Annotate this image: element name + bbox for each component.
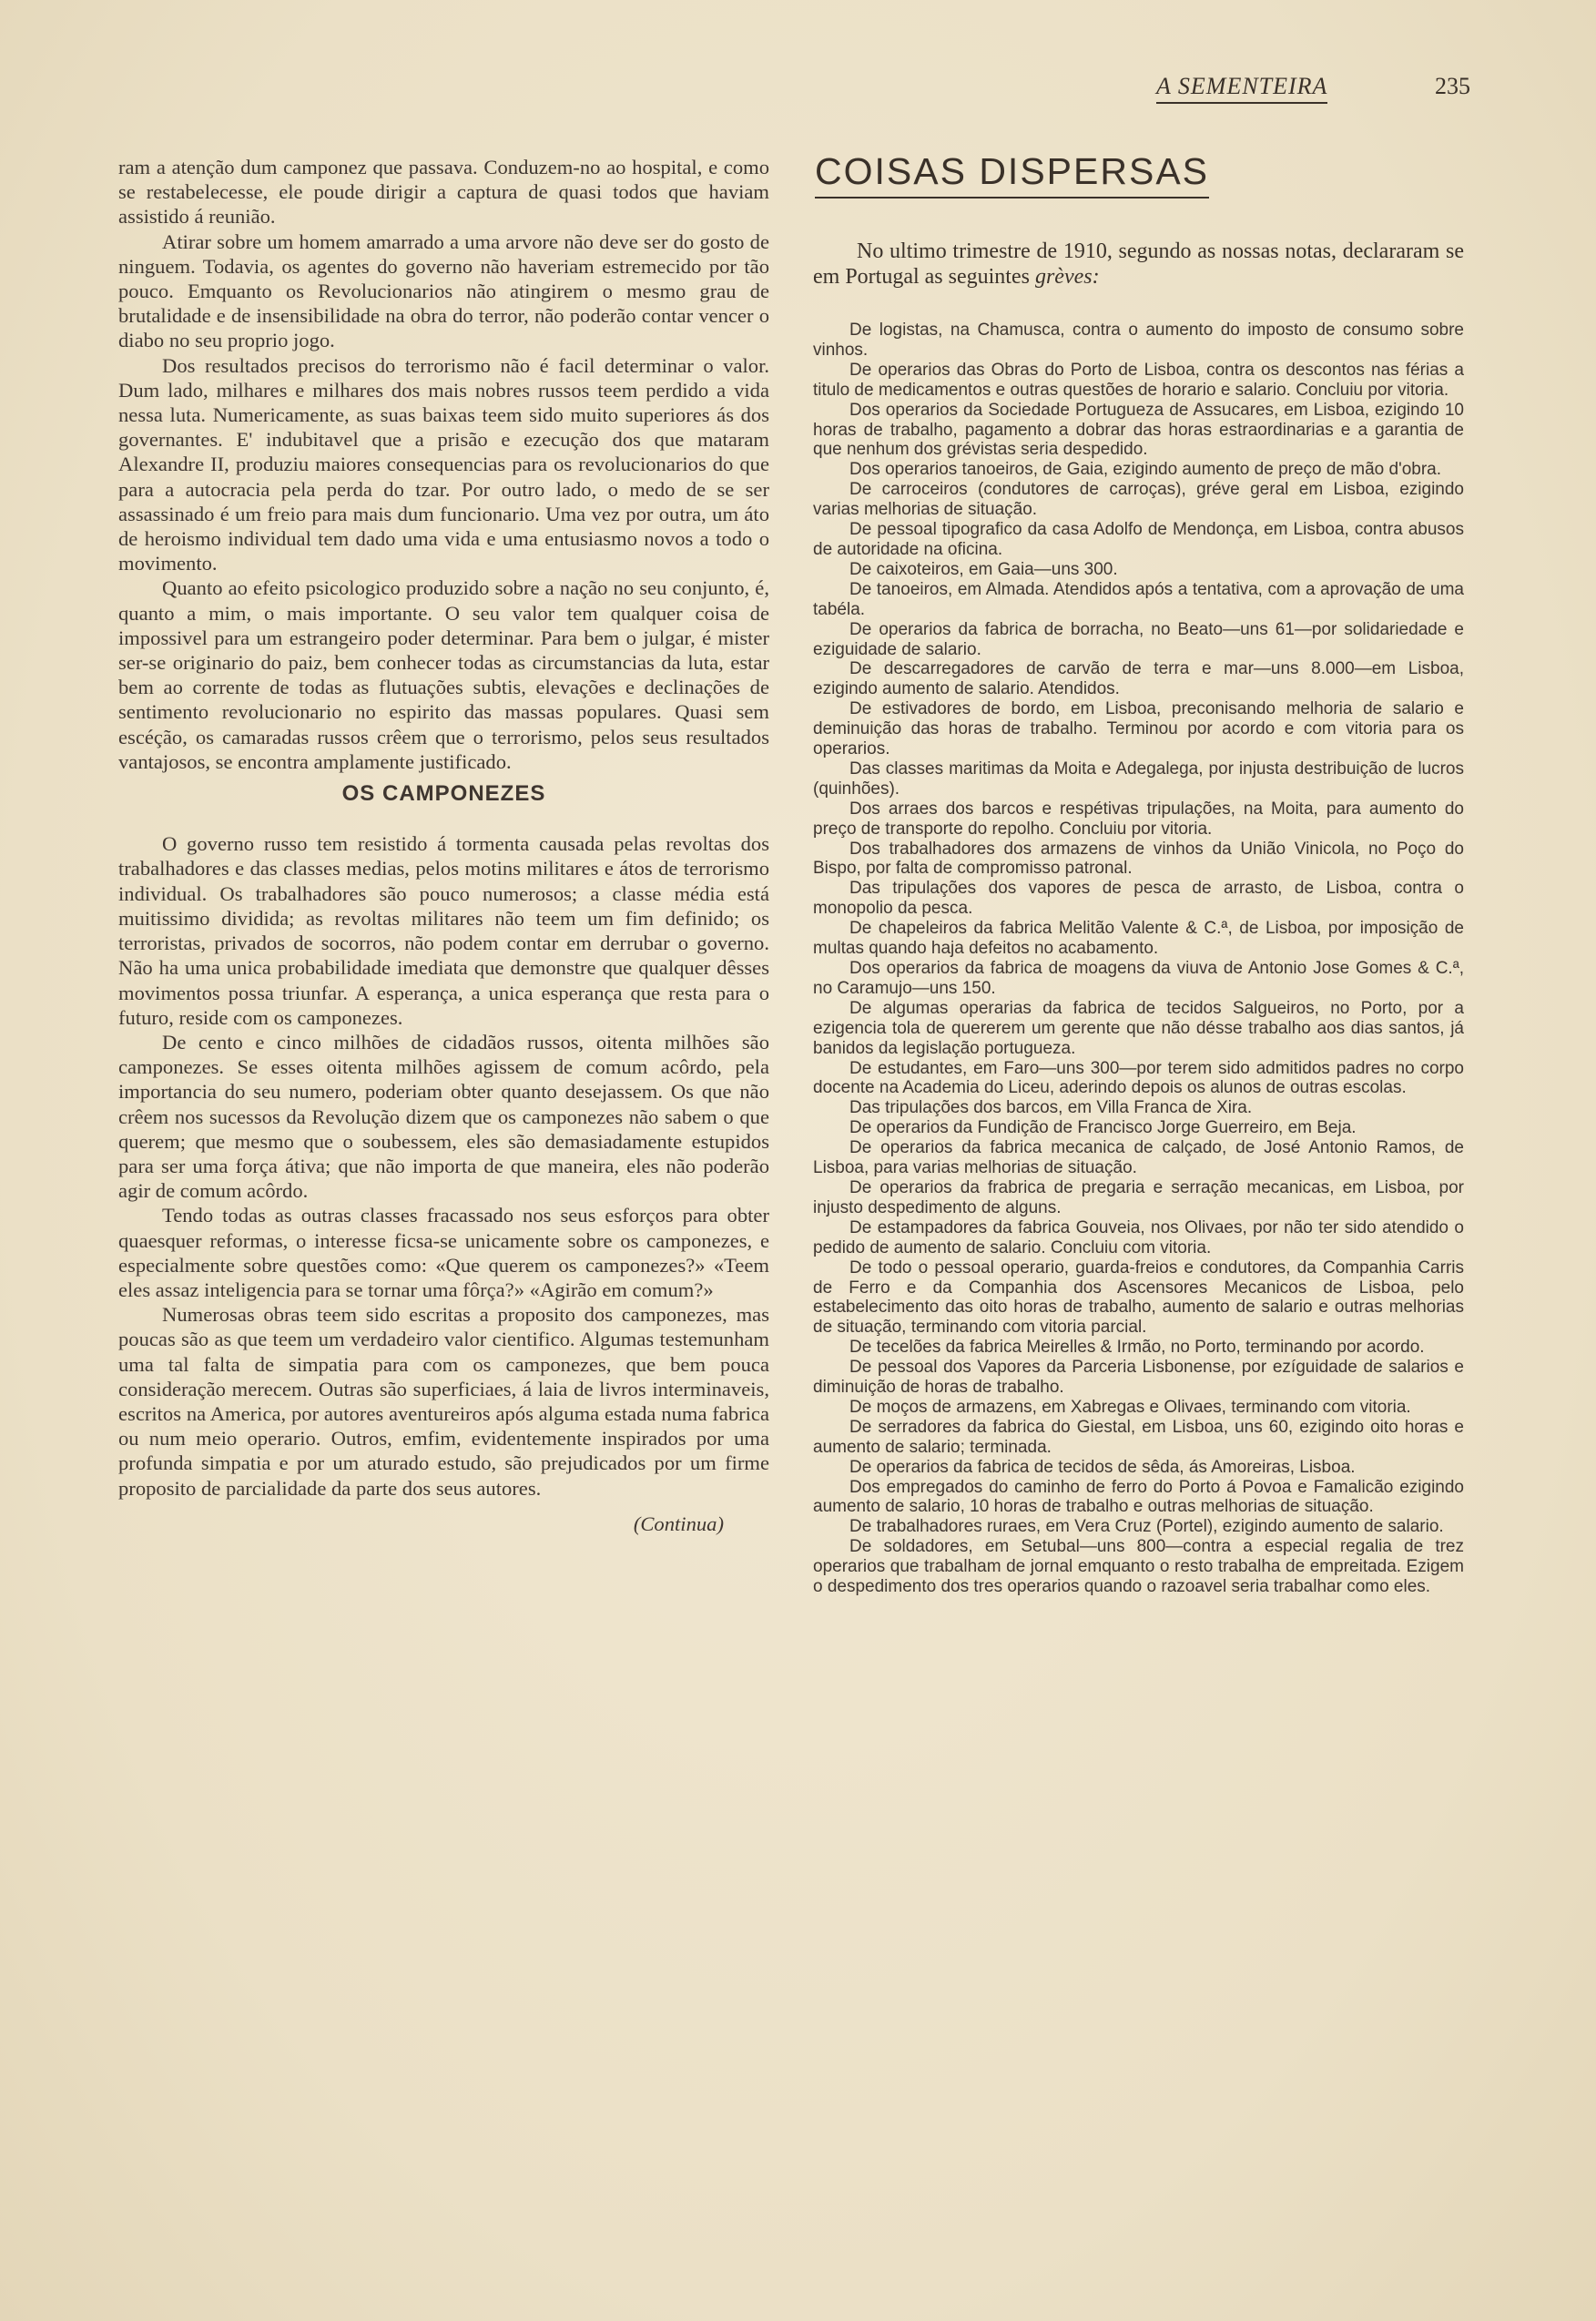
- intro-paragraph: [813, 239, 1464, 290]
- running-header: [1156, 73, 1470, 106]
- paragraph: O governo russo tem resistido á tormenta causada pelas revoltas dos trabalhadores e das classes medias, pelos motins militares e átos de terrorismo individual. Os trabalhadores são pouco numerosos; a classe média está muitissimo dividida; as revoltas militares não teem um fim definido; os terroristas, privados de socorros, não podem contar em derrubar o governo. Não ha uma unica probabilidade imediata que demonstre que qualquer dêsses movimentos possa triunfar. A esperança, a unica esperança que resta para o futuro, reside com os camponezes.: [118, 832, 769, 1029]
- paragraph: Numerosas obras teem sido escritas a proposito dos camponezes, mas poucas são as que teem um verdadeiro valor cientifico. Algumas testemunham uma tal falta de simpatia para com os camponezes, que bem pouca consideração merecem. Outras são superficiaes, á laia de livros interminaveis, escritos na America, por autores aventureiros após alguma estada numa fabrica ou num meio operario. Outros, emfim, evidentemente inspirados por uma profunda simpatia e por um aturado estudo, são prejudicados por um firme proposito de parcialidade da parte dos seus autores.: [118, 1303, 769, 1500]
- strike-entry: Das tripulações dos barcos, em Villa Franca de Xira.: [849, 1098, 1253, 1118]
- strike-entry: De trabalhadores ruraes, em Vera Cruz (Portel), ezigindo aumento de salario.: [849, 1517, 1444, 1537]
- strike-entry: De logistas, na Chamusca, contra o aumento do imposto de consumo sobre vinhos.: [813, 321, 1464, 360]
- strike-entry: De pessoal tipografico da casa Adolfo de Mendonça, em Lisboa, contra abusos de autoridade na oficina.: [813, 520, 1464, 559]
- paragraph: ram a atenção dum camponez que passava. Conduzem-no ao hospital, e como se restabelecesse, ele poude dirigir a captura de quasi todos que haviam assistido á reunião.: [118, 156, 769, 229]
- strike-entry: Dos arraes dos barcos e respétivas tripulações, na Moita, para aumento do preço de transporte do repolho. Concluiu por vitoria.: [813, 799, 1464, 839]
- strike-entry: De estudantes, em Faro—uns 300—por terem sido admitidos padres no corpo docente na Academia do Liceu, aderindo depois os alunos de outras escolas.: [813, 1058, 1464, 1098]
- strike-entry: De chapeleiros da fabrica Melitão Valente & C.ª, de Lisboa, por imposição de multas quando haja defeitos no acabamento.: [813, 919, 1464, 959]
- strike-entry: De caixoteiros, em Gaia—uns 300.: [849, 559, 1118, 579]
- journal-title: A SEMENTEIRA: [1156, 73, 1327, 104]
- intro-emphasis: grèves:: [1034, 265, 1100, 289]
- strike-entry: De operarios da fabrica mecanica de calçado, de José Antonio Ramos, de Lisboa, para varias melhorias de situação.: [813, 1138, 1464, 1178]
- strike-entry: De moços de armazens, em Xabregas e Olivaes, terminando com vitoria.: [849, 1397, 1411, 1417]
- strike-entry: De tecelões da fabrica Meirelles & Irmão, no Porto, terminando por acordo.: [849, 1338, 1425, 1358]
- strike-entry: De operarios da fabrica de tecidos de sêda, ás Amoreiras, Lisboa.: [849, 1457, 1356, 1477]
- strike-entry: De soldadores, em Setubal—uns 800—contra a especial regalia de trez operarios que trabalham de jornal emquanto o resto trabalha de empreitada. Ezigem o despedimento dos tres operarios quando o razoavel seria trabalhar como eles.: [813, 1537, 1464, 1597]
- paragraph: De cento e cinco milhões de cidadãos russos, oitenta milhões são camponezes. Se esses oitenta milhões agissem de comum acôrdo, pela importancia do seu numero, poderiam obter quanto desejassem. Os que não crêem nos sucessos da Revolução dizem que os camponezes não sabem o que querem; que mesmo que o soubessem, eles são demasiadamente estupidos para ser uma força átiva; que não importa de que maneira, eles não poderão agir de comum acôrdo.: [118, 1030, 769, 1203]
- paragraph: Quanto ao efeito psicologico produzido sobre a nação no seu conjunto, é, quanto a mim, o mais importante. O seu valor tem qualquer coisa de impossivel para um estrangeiro poder determinar. Para bem o julgar, é mister ser-se originario do paiz, bem conhecer todas as circumstancias da luta, estar bem ao corrente de todas as flutuações subtis, elevações e declinações de sentimento revolucionario no espirito das massas populares. Quasi sem escéção, os camaradas russos crêem que o terrorismo, pelos seus resultados vantajosos, se encontra amplamente justificado.: [118, 576, 769, 773]
- section-heading: OS CAMPONEZES: [341, 781, 546, 807]
- strike-entry: De tanoeiros, em Almada. Atendidos após a tentativa, com a aprovação de uma tabéla.: [813, 579, 1464, 619]
- strike-entry: Das classes maritimas da Moita e Adegalega, por injusta destribuição de lucros (quinhões).: [813, 758, 1464, 799]
- paragraph: Atirar sobre um homem amarrado a uma arvore não deve ser do gosto de ninguem. Todavia, os agentes do governo não haveriam estremecido por tão pouco. Emquanto os Revolucionarios não atingirem o mesmo grau de brutalidade e de insensibilidade na obra do terror, não poderão contar vencer o diabo no seu proprio jogo.: [118, 229, 769, 352]
- article-title: COISAS DISPERSAS: [815, 150, 1209, 199]
- strike-entry: De operarios da fabrica de borracha, no Beato—uns 61—por solidariedade e eziguidade de salario.: [813, 619, 1464, 659]
- strike-entry: De pessoal dos Vapores da Parceria Lisbonense, por ezíguidade de salarios e diminuição de horas de trabalho.: [813, 1358, 1464, 1398]
- strike-entry: Dos empregados do caminho de ferro do Porto á Povoa e Famalicão ezigindo aumento de salario, 10 horas de trabalho e outras melhorias de situação.: [813, 1477, 1464, 1517]
- intro-text: No ultimo trimestre de 1910, segundo as nossas notas, declararam se em Portugal as seguintes: [813, 239, 1464, 289]
- right-column: [813, 150, 1464, 1597]
- strike-entry: De algumas operarias da fabrica de tecidos Salgueiros, no Porto, por a ezigencia tola de quererem um gerente que não désse trabalho aos dias santos, já banidos da legislação portugueza.: [813, 998, 1464, 1058]
- strike-entry: Dos operarios da fabrica de moagens da viuva de Antonio Jose Gomes & C.ª, no Caramujo—uns 150.: [813, 959, 1464, 998]
- strike-entry: De descarregadores de carvão de terra e mar—uns 8.000—em Lisboa, ezigindo aumento de salario. Atendidos.: [813, 659, 1464, 699]
- strike-entry: Dos trabalhadores dos armazens de vinhos da União Vinicola, no Poço do Bispo, por falta de compromisso patronal.: [813, 839, 1464, 879]
- strike-entry: De operarios da frabrica de pregaria e serração mecanicas, em Lisboa, por injusto despedimento de alguns.: [813, 1177, 1464, 1217]
- strike-entry: Dos operarios da Sociedade Portugueza de Assucares, em Lisboa, ezigindo 10 horas de trabalho, pagamento a dobrar das horas estraordinarias e a garantia de que nenhum dos grévistas seria despedido.: [813, 400, 1464, 460]
- paragraph: Tendo todas as outras classes fracassado nos seus esforços para obter quaesquer reformas, o interesse ficsa-se unicamente sobre os camponezes, e especialmente sobre questões como: «Que querem os camponezes?» «Teem eles assaz inteligencia para se tornar uma fôrça?» «Agirão em comum?»: [118, 1204, 769, 1301]
- strike-entry: De estivadores de bordo, em Lisboa, preconisando melhoria de salario e deminuição das horas de trabalho. Terminou por acordo e com vitoria para os operarios.: [813, 699, 1464, 759]
- strike-entry: Das tripulações dos vapores de pesca de arrasto, de Lisboa, contra o monopolio da pesca.: [813, 879, 1464, 919]
- continuation-note: (Continua): [633, 1512, 724, 1535]
- strike-entry: De estampadores da fabrica Gouveia, nos Olivaes, por não ter sido atendido o pedido de aumento de salario. Concluiu com vitoria.: [813, 1217, 1464, 1257]
- strike-entry: De todo o pessoal operario, guarda-freios e condutores, da Companhia Carris de Ferro e da Companhia dos Ascensores Mecanicos de Lisboa, pelo estabelecimento das oito horas de trabalho, aumento de salario e outras melhorias de situação, terminando com vitoria parcial.: [813, 1257, 1464, 1338]
- strike-entry: De serradores da fabrica do Giestal, em Lisboa, uns 60, ezigindo oito horas e aumento de salario; terminada.: [813, 1417, 1464, 1457]
- strike-list: [813, 321, 1464, 1597]
- strike-entry: De operarios da Fundição de Francisco Jorge Guerreiro, em Beja.: [849, 1118, 1357, 1138]
- left-column: [118, 155, 769, 1536]
- paragraph: Dos resultados precisos do terrorismo não é facil determinar o valor. Dum lado, milhares e milhares dos mais nobres russos teem perdido a vida nessa luta. Numericamente, as suas baixas teem sido muito superiores ás dos governantes. E' indubitavel que a prisão e ezecução dos que mataram Alexandre II, produziu maiores consequencias para os revolucionarios do que para a autocracia pela perda do tzar. Por outro lado, o medo de se ser assassinado é um freio para mais dum funcionario. Uma vez por outra, um áto de heroismo individual tem dado uma vida e uma entusiasmo novos a todo o movimento.: [118, 353, 769, 575]
- page-number: 235: [1435, 73, 1470, 99]
- strike-entry: De operarios das Obras do Porto de Lisboa, contra os descontos nas férias a titulo de medicamentos e outras questões de horario e salario. Concluiu por vitoria.: [813, 360, 1464, 400]
- strike-entry: De carroceiros (condutores de carroças), gréve geral em Lisboa, ezigindo varias melhorias de situação.: [813, 480, 1464, 520]
- strike-entry: Dos operarios tanoeiros, de Gaia, ezigindo aumento de preço de mão d'obra.: [849, 460, 1442, 480]
